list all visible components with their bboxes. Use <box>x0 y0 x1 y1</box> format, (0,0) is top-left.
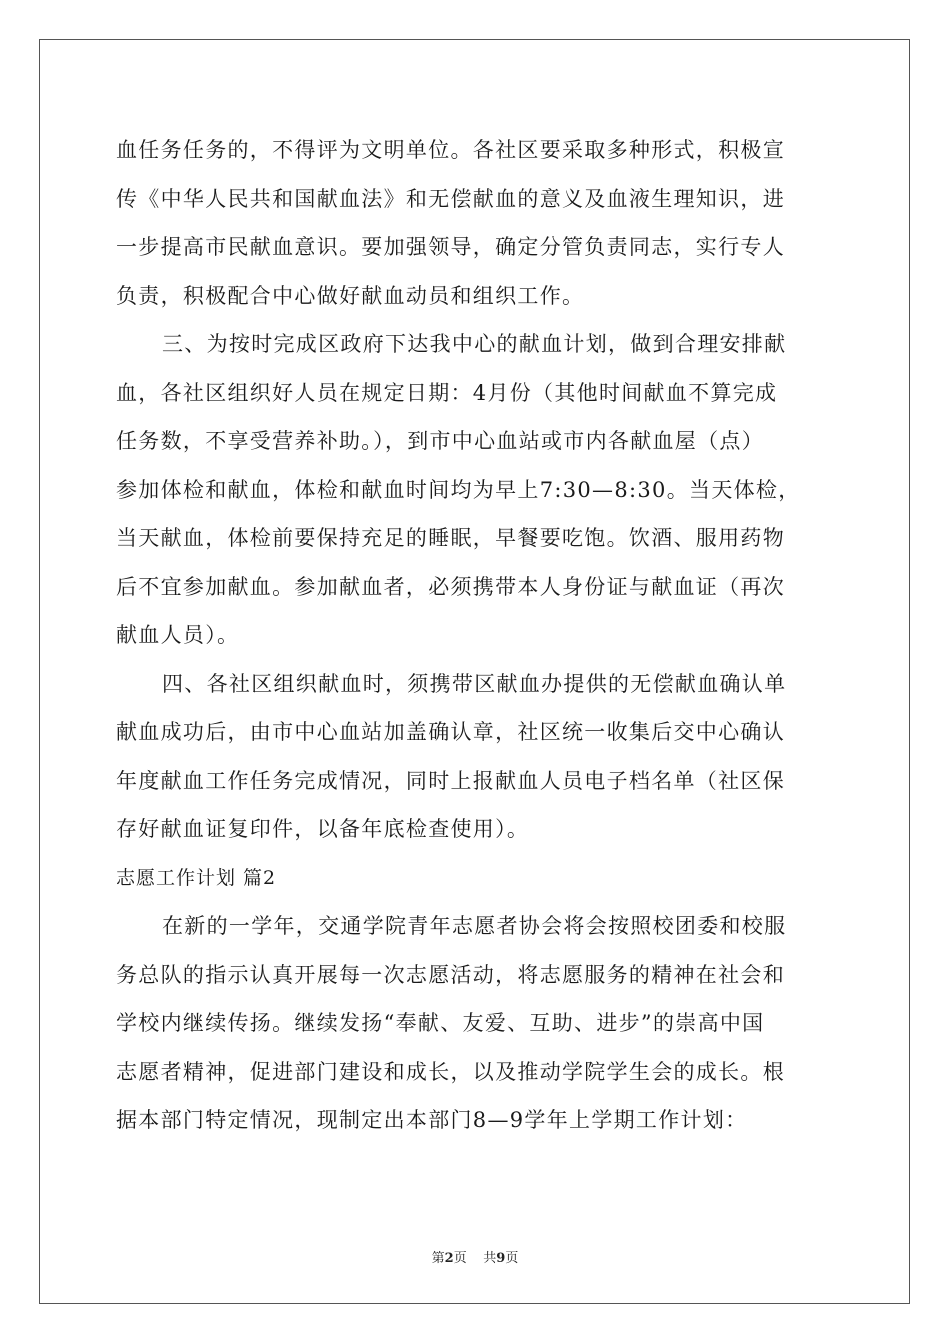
paragraph-line: 学校内继续传扬。继续发扬“奉献、友爱、互助、进步”的崇高中国 <box>116 1011 765 1035</box>
paragraph-line: 务总队的指示认真开展每一次志愿活动，将志愿服务的精神在社会和 <box>116 962 785 987</box>
document-body <box>116 130 836 1149</box>
paragraph-line: 三、为按时完成区政府下达我中心的献血计划，做到合理安排献 <box>162 332 787 356</box>
total-suffix: 页 <box>505 1251 519 1266</box>
page-number: 2 <box>444 1251 454 1266</box>
paragraph-line: 传《中华人民共和国献血法》和无偿献血的意义及血液生理知识，进 <box>116 186 785 211</box>
paragraph-line: 献血成功后，由市中心血站加盖确认章，社区统一收集后交中心确认 <box>116 720 785 744</box>
paragraph-line: 一步提高市民献血意识。要加强领导，确定分管负责同志，实行专人 <box>116 235 785 259</box>
paragraph-line: 血，各社区组织好人员在规定日期：4月份（其他时间献血不算完成 <box>116 380 778 405</box>
paragraph-line: 存好献血证复印件，以备年底检查使用）。 <box>116 817 530 841</box>
paragraph-line: 献血人员）。 <box>116 623 240 647</box>
paragraph-line: 在新的一学年，交通学院青年志愿者协会将会按照校团委和校服 <box>162 914 787 938</box>
page-suffix: 页 <box>453 1251 467 1266</box>
paragraph-line: 负责，积极配合中心做好献血动员和组织工作。 <box>116 283 585 308</box>
paragraph-line: 血任务任务的，不得评为文明单位。各社区要采取多种形式，积极宣 <box>116 138 785 162</box>
page-footer <box>0 1247 950 1266</box>
total-prefix: 共 <box>483 1251 497 1266</box>
paragraph-line: 后不宜参加献血。参加献血者，必须携带本人身份证与献血证（再次 <box>116 574 785 599</box>
paragraph-line: 年度献血工作任务完成情况，同时上报献血人员电子档名单（社区保 <box>116 768 785 793</box>
total-pages: 9 <box>496 1251 506 1266</box>
paragraph-line: 任务数，不享受营养补助。），到市中心血站或市内各献血屋（点） <box>116 429 764 453</box>
paragraph-line: 当天献血，体检前要保持充足的睡眠，早餐要吃饱。饮酒、服用药物 <box>116 526 785 550</box>
paragraph-line: 志愿者精神，促进部门建设和成长，以及推动学院学生会的成长。根 <box>116 1059 785 1084</box>
section-heading: 志愿工作计划 篇2 <box>116 866 277 889</box>
page-prefix: 第 <box>431 1251 445 1266</box>
paragraph-line: 据本部门特定情况，现制定出本部门8—9学年上学期工作计划： <box>116 1108 748 1132</box>
paragraph-line: 参加体检和献血，体检和献血时间均为早上7:30—8:30。当天体检， <box>116 477 801 502</box>
paragraph-line: 四、各社区组织献血时，须携带区献血办提供的无偿献血确认单 <box>162 671 787 696</box>
